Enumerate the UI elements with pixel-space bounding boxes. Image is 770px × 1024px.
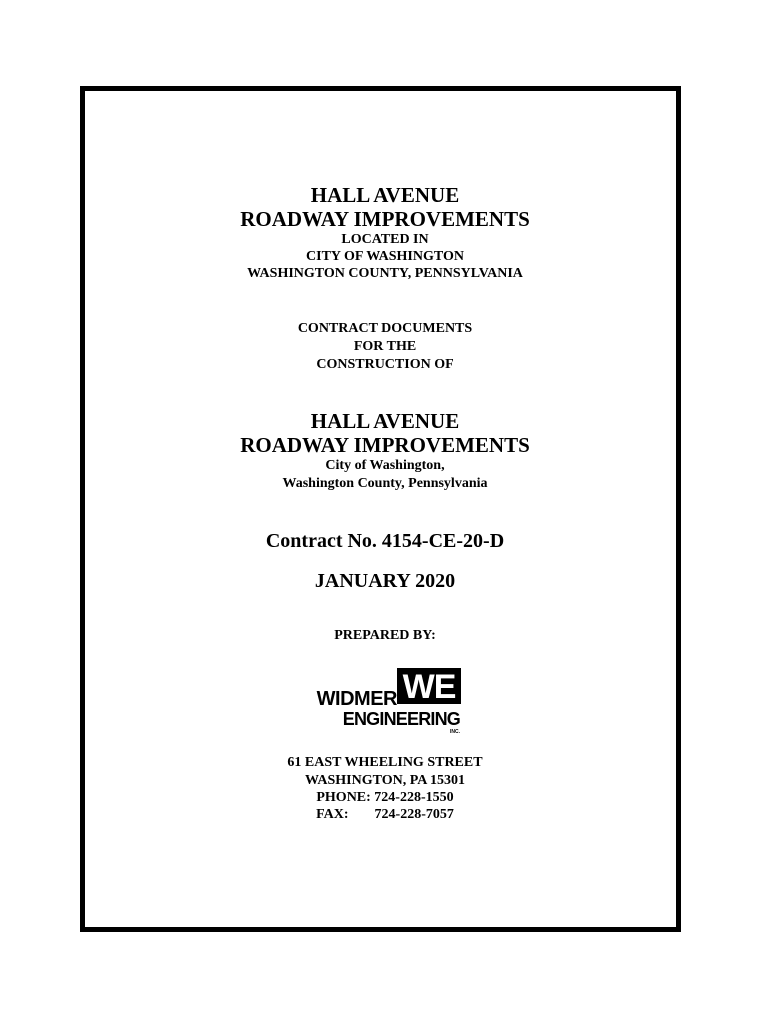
widmer-engineering-logo-icon bbox=[305, 667, 465, 737]
project-line-3: City of Washington, bbox=[325, 458, 445, 473]
title-line-2: ROADWAY IMPROVEMENTS bbox=[240, 207, 530, 231]
title-line-1: HALL AVENUE bbox=[310, 183, 460, 207]
title-line-4: CITY OF WASHINGTON bbox=[306, 249, 464, 264]
project-line-2: ROADWAY IMPROVEMENTS bbox=[240, 433, 530, 457]
project-line-1: HALL AVENUE bbox=[310, 409, 460, 433]
logo-initials: WE bbox=[402, 668, 456, 706]
address-phone: PHONE: 724-228-1550 bbox=[316, 790, 454, 805]
fax-number: 724-228-7057 bbox=[374, 807, 454, 822]
logo-suffix: INC. bbox=[450, 729, 460, 735]
title-line-5: WASHINGTON COUNTY, PENNSYLVANIA bbox=[247, 266, 523, 281]
fax-label: FAX: bbox=[316, 807, 349, 822]
title-line-3: LOCATED IN bbox=[341, 232, 429, 247]
address-fax bbox=[0, 808, 770, 822]
contract-docs-line-2: FOR THE bbox=[353, 339, 417, 354]
contract-docs-line-3: CONSTRUCTION OF bbox=[316, 357, 454, 372]
address-city: WASHINGTON, PA 15301 bbox=[304, 773, 466, 788]
contract-docs-line-1: CONTRACT DOCUMENTS bbox=[297, 321, 473, 336]
project-line-4: Washington County, Pennsylvania bbox=[282, 476, 488, 491]
prepared-by-label: PREPARED BY: bbox=[334, 628, 436, 643]
document-date: JANUARY 2020 bbox=[314, 570, 456, 592]
address-street: 61 EAST WHEELING STREET bbox=[287, 755, 483, 770]
contract-number: Contract No. 4154-CE-20-D bbox=[265, 530, 505, 552]
logo-word-engineering: ENGINEERING bbox=[342, 709, 460, 729]
logo-word-widmer: WIDMER bbox=[316, 688, 397, 710]
